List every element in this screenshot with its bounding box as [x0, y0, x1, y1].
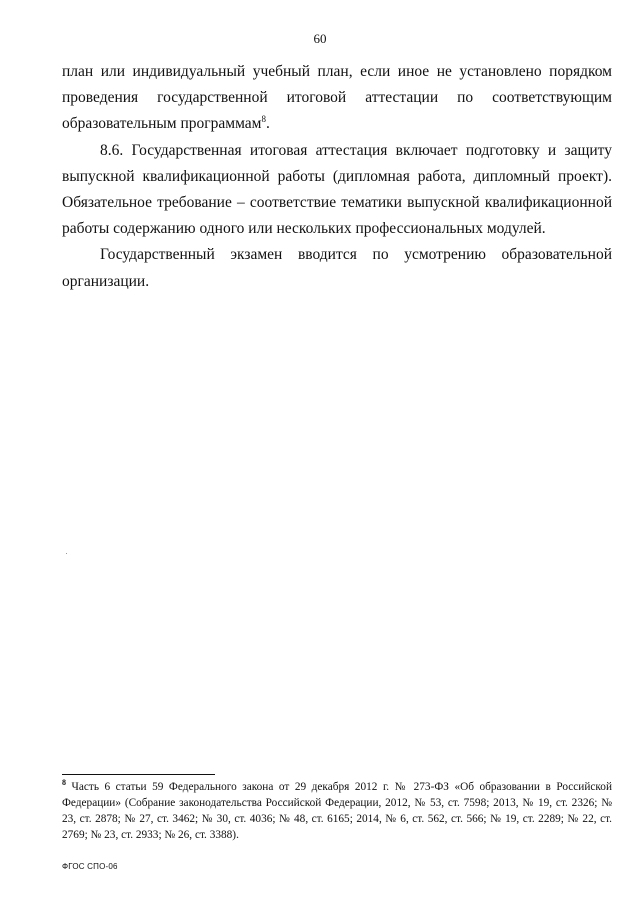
scan-speck — [66, 553, 67, 554]
footnote-reference: 8 — [261, 114, 266, 125]
footnote-marker: 8 — [62, 778, 66, 788]
paragraph-8-6: 8.6. Государственная итоговая аттестация включает подготовку и защиту выпускной квалификационной работы (дипломная работа, дипломный проект). Обязательное требование – соответствие тематики выпускной квалификационной работы содержанию одного или нескольких профессиональных модулей. — [62, 141, 612, 238]
paragraph-state-exam: Государственный экзамен вводится по усмотрению образовательной организации. — [62, 246, 612, 290]
page-number: 60 — [313, 31, 327, 46]
footnote — [62, 779, 612, 843]
body-text — [62, 59, 612, 295]
paragraph-continuation — [62, 59, 612, 138]
document-code: ФГОС СПО-06 — [62, 862, 118, 871]
footnote-separator — [62, 774, 215, 775]
paragraph-text: план или индивидуальный учебный план, если иное не установлено порядком проведения государственной итоговой аттестации по соответствующим образовательным программам — [62, 63, 612, 133]
paragraph-tail: . — [265, 115, 270, 133]
footnote-text: Часть 6 статьи 59 Федерального закона от 29 декабря 2012 г. № 273-ФЗ «Об образовании в Российской Федерации» (Собрание законодательства Российской Федерации, 2012, № 53, ст. 7598; 2013, № 19, ст. 2326; № 23, ст. 2878; № 27, ст. 3462; № 30, ст. 4036; № 48, ст. 6165; 2014, № 6, ст. 562, ст. 566; № 19, ст. 2289; № 22, ст. 2769; № 23, ст. 2933; № 26, ст. 3388). — [62, 781, 612, 841]
